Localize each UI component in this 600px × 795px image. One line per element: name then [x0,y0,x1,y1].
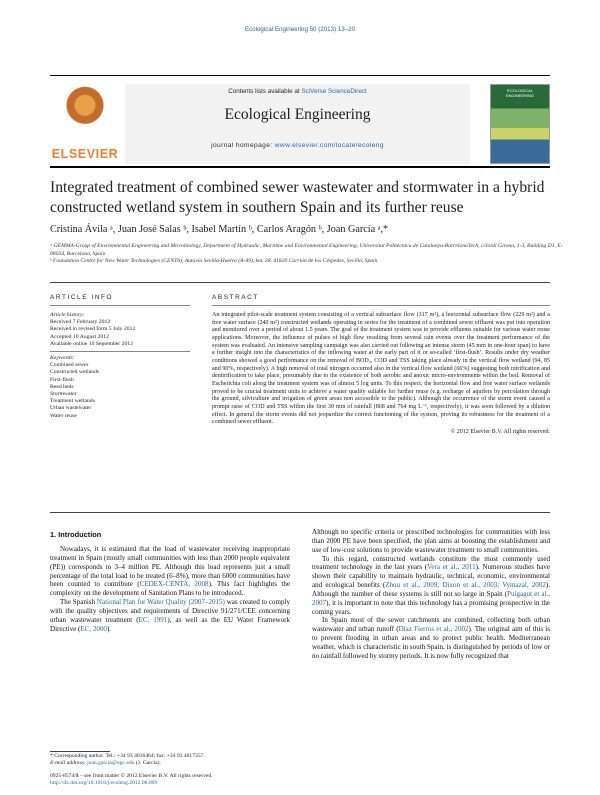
paragraph-text: ), as well as the EU Water Framework Directive ( [50,615,290,633]
paragraph-text: Nowadays, it is estimated that the load of wastewater receiving inappropriate treatment in Spain (mostly small communities with less than 2000 people equivalent (PE)) corresponds to 3–4 million PE. Although this load represents just a small percentage of the total load to be treated (6–8%), more than 6000 communities have been counted to contribute ( [50,545,290,589]
affiliations [50,243,570,266]
citation-link[interactable]: Puigagut et al., 2007 [312,589,550,607]
keyword-item: Combined sewer [50,362,89,369]
bottom-meta [50,773,290,787]
keyword-item: Reed beds [50,383,74,390]
corresponding-author-note: * Corresponding author. Tel.: +34 93 4016464; fax: +34 93 4017357. [50,753,205,759]
doi-link[interactable]: http://dx.doi.org/10.1016/j.ecoleng.2012.08.009 [50,780,158,786]
journal-reference[interactable]: Ecological Engineering 50 (2013) 13–20 [244,26,356,33]
citation-link[interactable]: EC, 2000 [80,624,107,633]
citation-link[interactable]: EC, 1991 [138,615,168,624]
header-bottom-rule [50,166,550,168]
sciencedirect-link[interactable]: SciVerse ScienceDirect [301,88,367,95]
homepage-prefix: journal homepage: [211,142,275,149]
affiliation-a: ᵃ GEMMA-Group of Environmental Engineering and Microbiology, Department of Hydraulic, Maritime and Environmental Engineering, Universitat Politècnica de Catalunya-BarcelonaTech, c/Jordi Girona, 1-3, Building D1, E-08034, Barcelona, Spain [50,243,563,257]
paragraph-text: To this regard, constructed wetlands constitute the most commonly used treatment technology in the last years ( [312,554,550,572]
section-heading-introduction: 1. Introduction [50,530,102,539]
history-label: Article history: [50,312,85,318]
affiliation-b: ᵇ Foundation Centre for New Water Technologies (CENTA), Autovía Sevilla-Huelva (A-49), km. 28. 41820 Carrión de los Céspedes, Sevilla, Spain [50,258,378,265]
history-online: Available online 10 September 2012 [50,340,133,347]
paragraph-text: ). Numerous studies have shown their capability to maintain hydraulic, technical, economic, environmental and ecological benefits ( [312,563,550,590]
publisher-logo[interactable] [50,85,120,165]
citation-link[interactable]: CEDEX-CENTA, 2008 [139,580,209,589]
footnotes [50,753,290,767]
meta-top-rule [50,282,550,283]
paragraph-text: was created to comply with the quality objectives and requirements of Directive 91/271/CEE concerning urban wastewater treatment ( [50,598,290,624]
paragraph: Although no specific criteria or prescribed technologies for communities with less than 2000 PE have been specified, the plan aims at boosting the establishment and use of low-cost solutions to provide wastewater treatment to small communities. [312,528,550,554]
keyword-item: Stormwater [50,391,77,398]
paragraph-text: In Spain most of the sewer catchments are combined, collecting both urban wastewater and urban runoff ( [312,616,550,634]
paragraph [312,616,550,660]
left-column [50,545,290,633]
paragraph [312,555,550,617]
abstract-heading: ABSTRACT [212,294,259,301]
article-info-heading: ARTICLE INFO [50,294,114,301]
publisher-wordmark: ELSEVIER [51,147,119,161]
cover-title: ECOLOGICAL ENGINEERING [505,88,534,98]
article-title: Integrated treatment of combined sewer wastewater and stormwater in a hybrid constructed wetland system in southern Spain and its further reuse [50,179,545,216]
history-received: Received 7 February 2012 [50,319,111,326]
footnote-rule [50,751,110,752]
paragraph-text: The Spanish [60,598,97,607]
paragraph-text: ). This fact highlights the complexity on the development of Sanitation Plans to be introduced. [50,580,291,598]
abstract-text: An integrated pilot-scale treatment system consisting of a vertical subsurface flow (317 m²), a horizontal subsurface flow (229 m²) and a free water surface (240 m²) constructed wetlands operating in series for the treatment of a combined sewer effluent was put into operation and monitored over a period of about 1.5 years. The goal of the treatment system was to provide effluents suitable for various water reuse applications. Moreover, the influence of pulses of high flow resulting from several rain events over the treatment performance of the system was evaluated. An intensive sampling campaign was also carried out following an intense storm (45 mm in one-hour span) to have a further insight into the characteristics of the inflowing water at the early part of it or so-called ‘first-flush’. Results under dry weather conditions showed a good performance on the removal of BOD₅, COD and TSS taking place already in the vertical flow wetland (94, 85 and 90%, respectively). A high removal of total nitrogen occurred also in the vertical flow wetland (66%) suggesting both nitrification and denitrification to take place, presumably due to the existence of both aerobic and anoxic micro-environments within the bed. Removal of Escherichia coli along the treatment system was of almost 5 log units. To this respect, the horizontal flow and free water surface wetlands proved to be crucial treatment units to achieve a water quality suitable for further reuse (e.g. recharge of aquifers by percolation through the ground, silviculture and irrigation of green areas non accessible to the public). Although the occurrence of the storm event caused a prompt raise of COD and TSS within the first 30 min of rainfall (868 and 764 mg L⁻¹, respectively), it was soon followed by a dilution effect. In general the storm events did not jeopardize the correct functioning of the system, proving its robustness for the treatment of a combined sewer effluent. [212,312,550,426]
paragraph-text: ). Although the number of these systems is still not so large in Spain ( [312,581,550,598]
email-suffix: (J. García). [134,760,161,766]
elsevier-tree-icon [60,85,110,143]
issn-line: 0925-8574/$ – see front matter © 2012 Elsevier B.V. All rights reserved. [50,773,213,779]
keywords-label: Keywords: [50,355,75,362]
article-info [50,312,190,420]
history-revised: Received in revised form 5 July 2012 [50,326,136,333]
citation-link[interactable]: Zhou et al., 2009; Dixon et al., 2003; Vymazal, 2002 [385,581,546,590]
contents-prefix: Contents lists available at [228,88,302,95]
contents-line [125,88,470,95]
journal-homepage [125,142,470,149]
article-info-rule [50,305,190,306]
copyright-notice: © 2012 Elsevier B.V. All rights reserved. [450,428,550,435]
paragraph [50,545,290,598]
header-top-rule [50,75,550,76]
keyword-item: Urban wastewater [50,405,92,412]
citation-link[interactable]: Díaz Fierros et al., 2002 [398,625,469,634]
email-label: E-mail address: [50,760,88,766]
keyword-item: Water reuse [50,412,77,419]
email-link[interactable]: joan.garcia@upc.edu [87,760,135,766]
citation-link[interactable]: Vera et al., 2011 [427,563,476,572]
citation-link[interactable]: National Plan for Water Quality (2007–2015) [96,598,225,607]
homepage-link[interactable]: www.elsevier.com/locate/ecoleng [274,142,384,149]
keyword-item: First-flush [50,376,74,383]
keywords-divider [50,351,190,352]
paragraph [50,598,290,633]
journal-masthead [125,84,470,164]
history-accepted: Accepted 10 August 2012 [50,333,109,340]
right-column [312,528,550,661]
paragraph-text: ), it is important to note that this technology has a promising prospective in the coming years. [312,598,550,616]
paragraph-text: ). The original aim of this is to prevent flooding in urban areas and to protect public health. Mediterranean weather, which is characteristic in south Spain, is distinguished by periods of low or no rainfall followed by stormy periods. It is now fully recognized that [312,625,550,660]
keyword-item: Constructed wetlands [50,369,100,376]
email-note [50,760,290,767]
author-list: Cristina Ávila ᵃ, Juan José Salas ᵇ, Isabel Martín ᵇ, Carlos Aragón ᵇ, Joan García ᵃ,* [50,224,389,235]
abstract-bottom-rule [50,512,550,513]
abstract-rule [212,305,550,306]
abstract-body [212,312,550,437]
keyword-item: Treatment wetlands [50,398,95,405]
paragraph-text: ). [106,624,112,633]
journal-title: Ecological Engineering [224,106,371,123]
journal-cover-image [490,84,550,164]
